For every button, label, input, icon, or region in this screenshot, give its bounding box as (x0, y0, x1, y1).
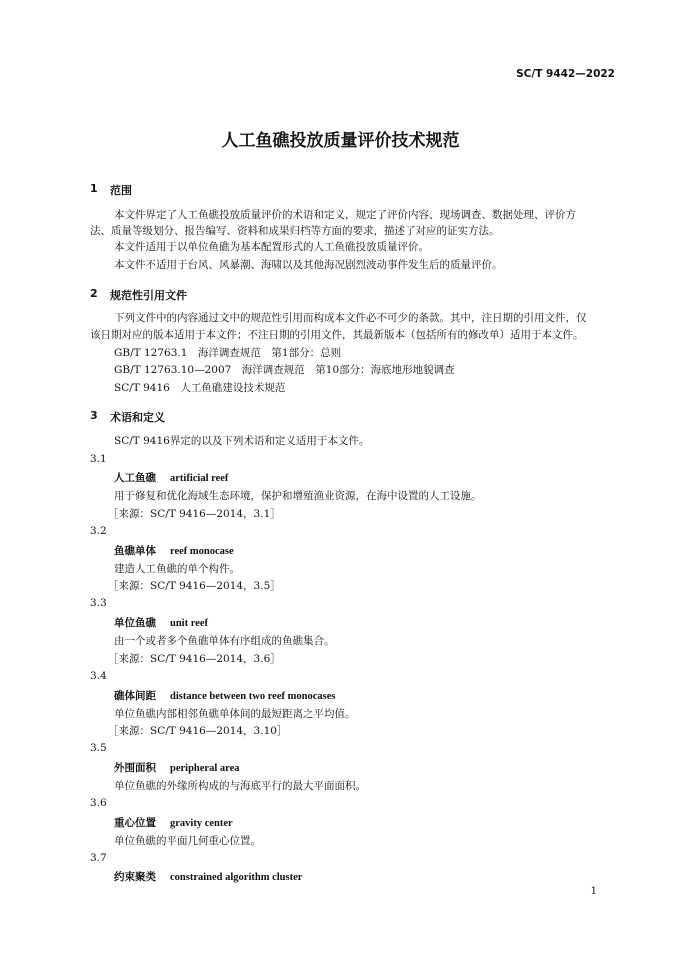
section-1-para-1-line-1: 本文件界定了人工鱼礁投放质量评价的术语和定义，规定了评价内容、现场调查、数据处理、评价方 (114, 209, 576, 221)
term-zh: 约束聚类 (114, 871, 156, 883)
term-heading (114, 815, 233, 830)
term-en: distance between two reef monocases (170, 691, 336, 702)
section-3-intro: SC/T 9416界定的以及下列术语和定义适用于本文件。 (114, 435, 370, 447)
term-zh: 重心位置 (114, 817, 156, 829)
term-definition: 建造人工鱼礁的单个构件。 (114, 563, 240, 575)
term-number: 3.5 (90, 742, 107, 754)
section-3-number: 3 (90, 409, 98, 422)
term-heading (114, 615, 208, 630)
term-en: unit reef (170, 618, 209, 629)
term-definition: 由一个或者多个鱼礁单体有序组成的鱼礁集合。 (114, 635, 335, 647)
term-number: 3.1 (90, 453, 107, 465)
normative-ref-1: GB/T 12763.1 海洋调查规范 第1部分：总则 (114, 347, 342, 359)
section-1-para-1-line-2: 法、质量等级划分、报告编写、资料和成果归档等方面的要求，描述了对应的证实方法。 (90, 225, 500, 237)
standard-code: SC/T 9442—2022 (516, 68, 615, 80)
term-number: 3.4 (90, 670, 107, 682)
term-source: ［来源：SC/T 9416—2014，3.10］ (108, 725, 288, 737)
section-2-para-line-1: 下列文件中的内容通过文中的规范性引用而构成本文件必不可少的条款。其中，注日期的引用文件，仅 (114, 312, 587, 324)
term-en: peripheral area (170, 763, 240, 774)
term-definition: 用于修复和优化海域生态环境，保护和增殖渔业资源，在海中设置的人工设施。 (114, 490, 482, 502)
term-zh: 人工鱼礁 (114, 472, 156, 484)
term-definition: 单位鱼礁的外缘所构成的与海底平行的最大平面面积。 (114, 780, 366, 792)
term-source: ［来源：SC/T 9416—2014，3.6］ (108, 653, 281, 665)
term-en: constrained algorithm cluster (170, 872, 303, 883)
term-heading (114, 470, 228, 485)
section-2-title: 规范性引用文件 (110, 289, 187, 302)
term-heading (114, 688, 335, 703)
normative-ref-2: GB/T 12763.10—2007 海洋调查规范 第10部分：海底地形地貌调查 (114, 364, 455, 376)
term-source: ［来源：SC/T 9416—2014，3.5］ (108, 580, 281, 592)
term-heading (114, 869, 302, 884)
section-1-para-3: 本文件不适用于台风、风暴潮、海啸以及其他海况剧烈波动事件发生后的质量评价。 (114, 259, 503, 271)
term-source: ［来源：SC/T 9416—2014，3.1］ (108, 508, 281, 520)
term-number: 3.3 (90, 597, 107, 609)
section-2-para-line-2: 该日期对应的版本适用于本文件；不注日期的引用文件，其最新版本（包括所有的修改单）适用于本文件。 (90, 329, 584, 341)
section-3-title: 术语和定义 (110, 411, 165, 424)
term-number: 3.2 (90, 525, 107, 537)
term-number: 3.6 (90, 797, 107, 809)
term-en: gravity center (170, 818, 233, 829)
normative-ref-3: SC/T 9416 人工鱼礁建设技术规范 (114, 382, 286, 394)
term-heading (114, 760, 240, 775)
term-zh: 礁体间距 (114, 690, 156, 702)
term-zh: 鱼礁单体 (114, 545, 156, 557)
section-1-title: 范围 (110, 184, 132, 197)
term-zh: 单位鱼礁 (114, 617, 156, 629)
section-1-number: 1 (90, 182, 98, 195)
document-title: 人工鱼礁投放质量评价技术规范 (221, 131, 460, 151)
term-zh: 外围面积 (114, 762, 156, 774)
term-number: 3.7 (90, 852, 107, 864)
term-en: artificial reef (170, 473, 229, 484)
page-number: 1 (590, 886, 597, 897)
term-heading (114, 543, 234, 558)
section-2-number: 2 (90, 287, 98, 300)
term-en: reef monocase (170, 546, 234, 557)
term-definition: 单位鱼礁的平面几何重心位置。 (114, 835, 261, 847)
section-1-para-2: 本文件适用于以单位鱼礁为基本配置形式的人工鱼礁投放质量评价。 (114, 241, 429, 253)
term-definition: 单位鱼礁内部相邻鱼礁单体间的最短距离之平均值。 (114, 708, 356, 720)
